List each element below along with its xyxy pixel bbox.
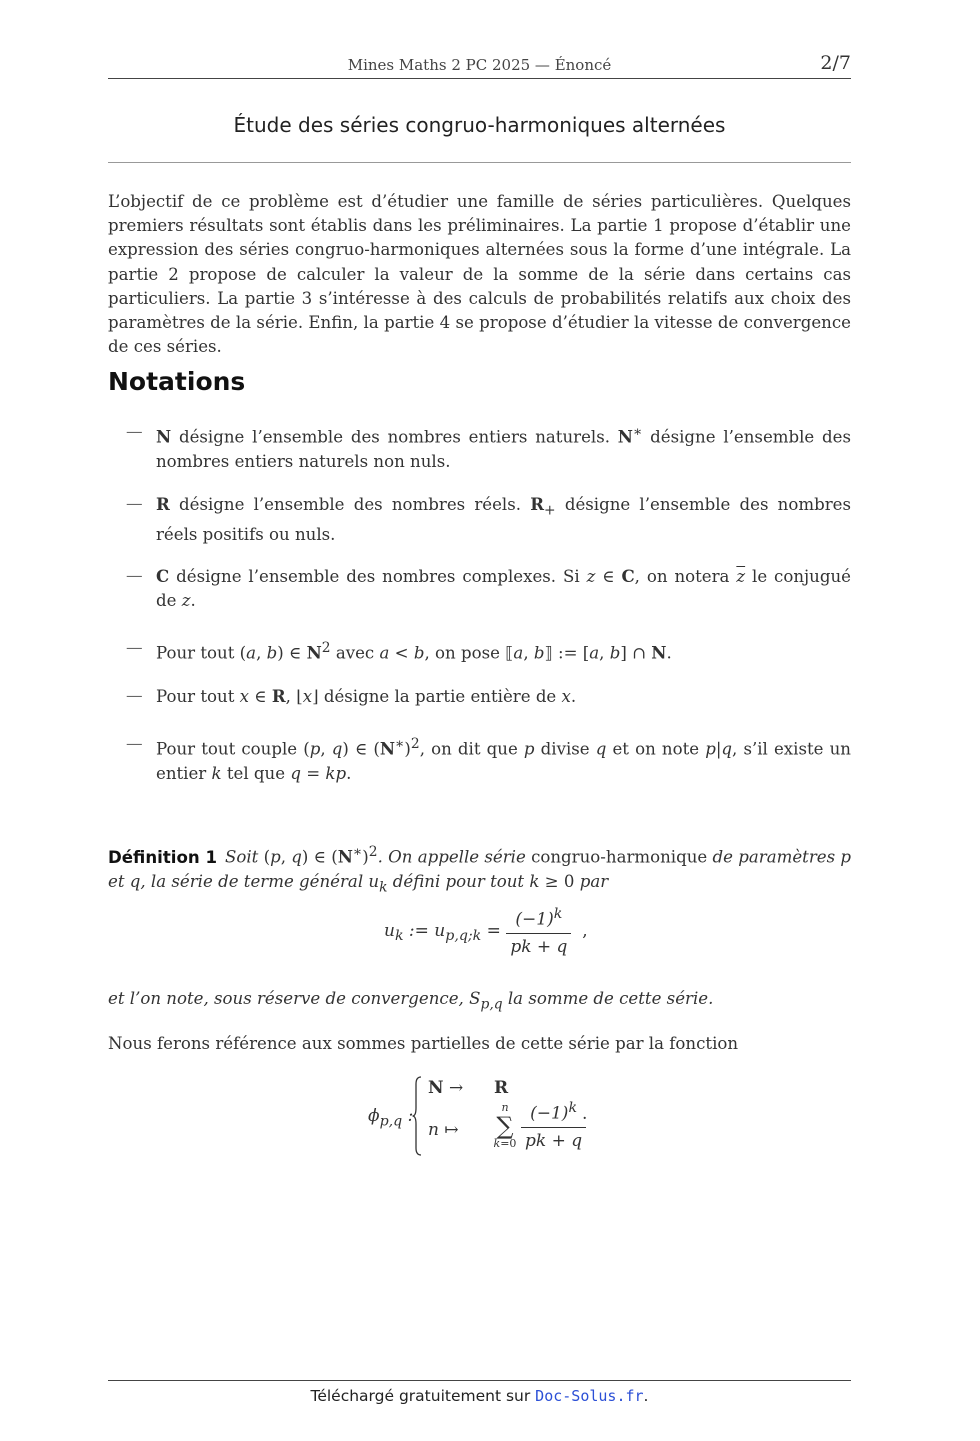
fraction: $\frac{(-1)^k}{pk + q}$ [506,906,571,957]
notation-item-complex [126,564,851,613]
notation-item-floor [126,684,851,709]
notation-text: N désigne l’ensemble des nombres entiers naturels. N∗ désigne l’ensemble des nombres entiers naturels non nuls. [156,424,851,471]
notation-text: C désigne l’ensemble des nombres complexes. Si z ∈ C, on notera $\overline{z}$ le conjugué de z. [156,566,851,611]
notation-item-divisibility [126,732,851,786]
title-divider [108,162,851,163]
page-footer: Téléchargé gratuitement sur Doc-Solus.fr. [310,1387,649,1405]
left-brace [412,1076,422,1156]
notation-text: Pour tout x ∈ R, ⌊x⌋ désigne la partie entière de x. [156,686,577,706]
list-dash: — [126,494,143,513]
list-dash: — [126,638,143,657]
list-dash: — [126,566,143,585]
doc-solus-link[interactable]: Doc-Solus.fr [535,1387,644,1405]
equation-general-term: $u_k$ := $u_{p,q;k}$ = $\frac{(-1)^k}{pk + q}$ , [384,906,588,957]
summation: n ∑ k=0 [493,1101,517,1150]
notation-item-reals [126,492,851,547]
section-title-notations: Notations [108,367,246,396]
page-number: 2/7 [820,52,851,74]
header-title: Mines Maths 2 PC 2025 — Énoncé [347,56,612,74]
footer-text: Téléchargé gratuitement sur [310,1387,531,1405]
footer-divider [108,1380,851,1381]
list-dash: — [126,422,143,441]
notation-item-integer-interval [126,636,851,666]
intro-paragraph: L’objectif de ce problème est d’étudier une famille de séries particulières. Quelques premiers résultats sont établis dans les préliminaires. La partie 1 propose d’établir une expression des séries congruo-harmoniques alternées sous la forme d’une intégrale. La partie 2 propose de calculer la valeur de la somme de la série dans certains cas particuliers. La partie 3 s’intéresse à des calculs de probabilités relatifs aux choix des paramètres de la série. Enfin, la partie 4 se propose d’étudier la vitesse de convergence de ces séries. [108,192,851,357]
fraction: $\frac{(-1)^k}{pk + q}$ [521,1100,586,1151]
notation-text: Pour tout couple (p, q) ∈ $(N^∗)^2$, on dit que p divise q et on note p|q, s’il existe un entier k tel que q = kp. [156,736,851,783]
equation-partial-sum-function: $\phi_{p,q}$ : N → R n ↦ n ∑ k=0 $\frac{(-1)^k}{pk + q}$ . [368,1074,628,1166]
document-title: Étude des séries congruo-harmoniques alternées [233,113,726,137]
notation-text: R désigne l’ensemble des nombres réels. $R_+$ désigne l’ensemble des nombres réels positifs ou nuls. [156,494,851,544]
list-dash: — [126,686,143,705]
definition-1: Définition 1 Soit (p, q) ∈ $(N^∗)^2$. On appelle série congruo-harmonique de paramètres p et q, la série de terme général $u_k$ défini pour tout k ≥ 0 par [108,844,851,896]
partial-sums-sentence: Nous ferons référence aux sommes partielles de cette série par la fonction [108,1034,739,1053]
defined-term: congruo-harmonique [531,847,708,867]
page-header [108,54,851,79]
definition-label: Définition 1 [108,847,217,867]
list-dash: — [126,734,143,753]
definition-conclusion: et l’on note, sous réserve de convergence, $S_{p,q}$ la somme de cette série. [108,989,714,1013]
notation-item-naturals [126,420,851,474]
notation-text: Pour tout (a, b) ∈ $N^2$ avec a < b, on pose ⟦a, b⟧ := [a, b] ∩ N. [156,640,672,663]
